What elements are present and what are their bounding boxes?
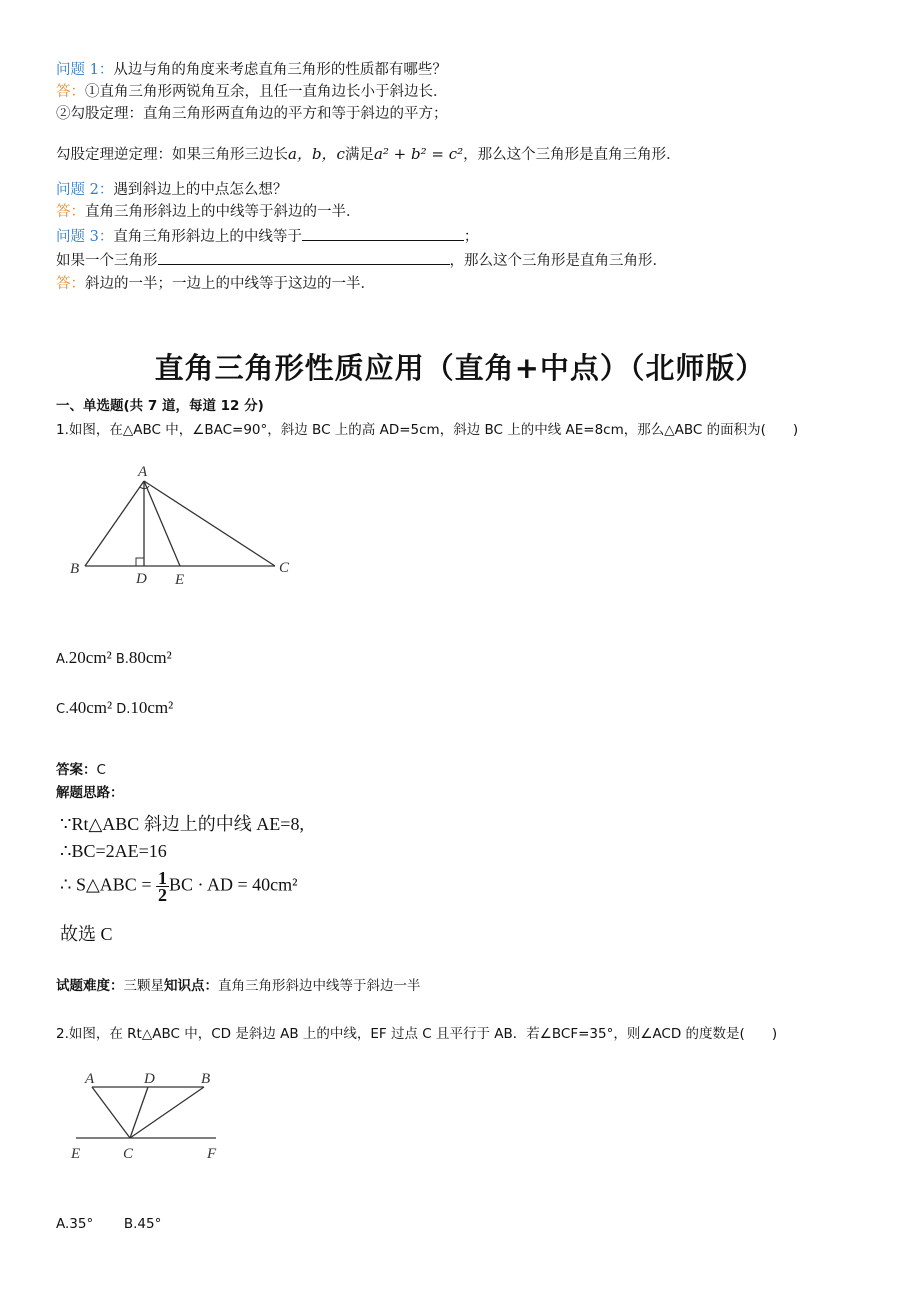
- q3-line2-prefix: 如果一个三角形: [56, 253, 158, 269]
- q2-segment-bc: [130, 1087, 204, 1138]
- q3-line2-suffix: ，那么这个三角形是直角三角形．: [449, 253, 667, 269]
- intro-question-3: [56, 226, 478, 247]
- q2-label-b: B: [201, 1071, 211, 1087]
- a2-text: 直角三角形斜边上的中线等于斜边的一半．: [85, 204, 361, 220]
- q1-label-d: D: [136, 571, 147, 587]
- q2-label-f: F: [207, 1146, 217, 1162]
- q1-solution-fraction: [156, 870, 169, 903]
- q2-label-a: A: [85, 1071, 95, 1087]
- q1-meta: [56, 976, 421, 996]
- converse-formula: a² + b² = c²: [373, 145, 464, 163]
- q1-answer-value: C: [96, 762, 106, 778]
- q1-option-c-value[interactable]: 40cm²: [69, 698, 113, 717]
- q1-label-b: B: [70, 561, 80, 577]
- q1-option-d-key: D.: [116, 702, 131, 717]
- q2-label-c: C: [123, 1146, 134, 1162]
- intro-answer-1: [56, 82, 448, 102]
- a1-text: ①直角三角形两锐角互余，且任一直角边长小于斜边长．: [85, 84, 448, 100]
- q1-fraction-numerator: 1: [157, 868, 167, 888]
- q2-figure: [64, 1066, 234, 1166]
- q1-right-angle-mark-d: [136, 558, 144, 566]
- q1-option-a-value[interactable]: 20cm²: [68, 648, 112, 667]
- q1-stem: 1.如图，在△ABC 中，∠BAC=90°，斜边 BC 上的高 AD=5cm，斜边 BC 上的中线 AE=8cm，那么△ABC 的面积为( ): [56, 422, 799, 438]
- a1-label: 答：: [56, 84, 85, 100]
- q2-stem: 2.如图，在 Rt△ABC 中，CD 是斜边 AB 上的中线，EF 过点 C 且平行于 AB．若∠BCF=35°，则∠ACD 的度数是( ): [56, 1026, 778, 1042]
- a1-line2: ②勾股定理：直角三角形两直角边的平方和等于斜边的平方；: [56, 106, 448, 122]
- q1-label-a: A: [138, 464, 148, 480]
- q1-option-b-value[interactable]: 80cm²: [128, 648, 172, 667]
- intro-question-2: [56, 180, 287, 200]
- q2-option-b-key: B.: [123, 1216, 138, 1232]
- q1-solution-line-3: [60, 870, 298, 903]
- q1-segment-ae: [144, 481, 180, 566]
- a2-label: 答：: [56, 204, 85, 220]
- q1-solution-label: 解题思路：: [56, 785, 124, 801]
- q3-blank-2[interactable]: [158, 250, 450, 265]
- q1-answer-label: 答案：: [56, 762, 97, 778]
- q1-knowledge: 直角三角形斜边中线等于斜边一半: [218, 978, 421, 994]
- converse-theorem: [56, 144, 681, 165]
- intro-answer-3: [56, 274, 375, 294]
- q1-option-a-key: A.: [56, 652, 69, 667]
- q1-difficulty-label: 试题难度：: [56, 978, 124, 994]
- intro-answer-1-line2: [56, 104, 448, 124]
- q2-text: 遇到斜边上的中点怎么想？: [113, 182, 288, 198]
- q1-option-d-value[interactable]: 10cm²: [130, 698, 174, 717]
- q2-option-a-value[interactable]: 35°: [69, 1216, 94, 1232]
- q1-label: 问题 1：: [56, 62, 114, 78]
- q1-options-row-1: [56, 648, 172, 668]
- q1-solution-line-1: ∵Rt△ABC 斜边上的中线 AE=8,: [60, 814, 304, 834]
- q2-option-a-key: A.: [56, 1216, 70, 1232]
- q1-knowledge-label: 知识点：: [164, 978, 218, 994]
- q1-figure: [60, 456, 310, 588]
- converse-mid: 满足: [344, 147, 374, 163]
- q2-option-b-value[interactable]: 45°: [137, 1216, 162, 1232]
- q1-label-e: E: [175, 572, 185, 588]
- a3-label: 答：: [56, 276, 85, 292]
- q1-option-b-key: B.: [115, 652, 129, 667]
- converse-vars: a，b，c: [288, 145, 345, 163]
- q2-options-row-1: [56, 1216, 161, 1232]
- q2-label: 问题 2：: [56, 182, 114, 198]
- q1-solution-line-2: ∴BC=2AE=16: [60, 841, 167, 861]
- q1-answer: [56, 760, 106, 780]
- q1-segment-ac: [144, 481, 275, 566]
- q1-option-c-key: C.: [56, 702, 70, 717]
- converse-prefix: 勾股定理逆定理：如果三角形三边长: [56, 147, 288, 163]
- intro-question-1: [56, 60, 447, 80]
- q3-label: 问题 3：: [56, 229, 114, 245]
- q1-text: 从边与角的角度来考虑直角三角形的性质都有哪些？: [113, 62, 447, 78]
- q1-options-row-2: [56, 698, 173, 718]
- q1-solution-area-rest: BC · AD = 40cm²: [168, 874, 298, 895]
- q2-segment-cd: [130, 1087, 148, 1138]
- q2-segment-ac: [92, 1087, 130, 1138]
- q1-segment-ab: [85, 481, 144, 566]
- q2-label-e: E: [71, 1146, 81, 1162]
- section-header: 一、单选题(共 7 道，每道 12 分): [56, 398, 264, 414]
- q1-solution-area-prefix: ∴ S△ABC =: [60, 874, 156, 895]
- q3-end: ；: [463, 229, 479, 245]
- q1-solution-line-4: 故选 C: [60, 924, 113, 944]
- q1-label-c: C: [279, 560, 290, 576]
- q3-text: 直角三角形斜边上的中线等于: [113, 229, 302, 245]
- intro-question-3-line2: [56, 250, 667, 271]
- q1-fraction-denominator: 2: [157, 885, 167, 905]
- intro-answer-2: [56, 202, 361, 222]
- q3-blank-1[interactable]: [302, 226, 464, 241]
- converse-suffix: ，那么这个三角形是直角三角形．: [463, 147, 681, 163]
- q1-difficulty: 三颗星: [123, 978, 164, 994]
- page-title: 直角三角形性质应用（直角+中点）（北师版）: [154, 351, 766, 385]
- a3-text: 斜边的一半；一边上的中线等于这边的一半．: [85, 276, 375, 292]
- q2-label-d: D: [144, 1071, 155, 1087]
